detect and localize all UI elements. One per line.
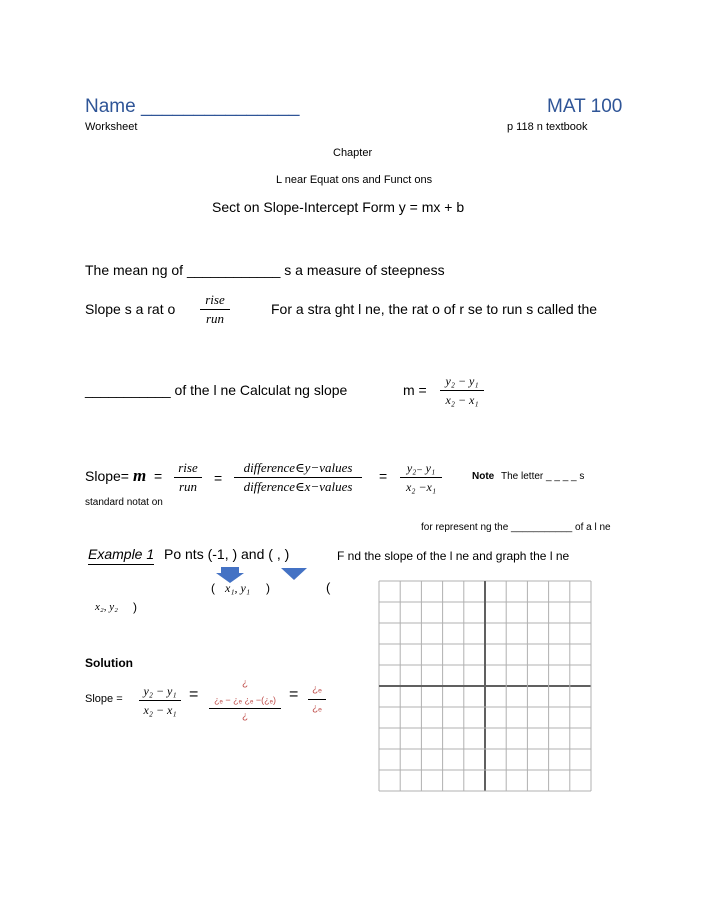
worksheet-label: Worksheet: [85, 121, 138, 133]
difference-fraction: [234, 460, 362, 495]
fraction-bar: [308, 699, 326, 700]
chapter-title: L near Equat ons and Funct ons: [276, 174, 433, 186]
point1-close-paren: ): [266, 581, 270, 595]
equals-sign: =: [379, 468, 388, 484]
point2-close-paren: ): [133, 600, 137, 614]
down-arrow-icon: [281, 568, 307, 580]
solution-slope-label: Slope =: [85, 693, 123, 705]
run-text: run: [205, 311, 225, 326]
slope-formula-numerator: y₂ − y₁: [445, 374, 479, 388]
course-title: MAT 100: [547, 96, 623, 117]
straight-line-text: For a stra ght l ne, the rat o of r se to run s called the: [271, 301, 598, 317]
fraction-bar: [234, 477, 362, 478]
chapter-label: Chapter: [333, 147, 373, 159]
garbled-result-fraction: [308, 682, 326, 717]
garbled-expression: ¿ₑ − ¿ₑ ¿ₑ −(¿ₑ): [209, 692, 281, 709]
point1-open-paren: (: [211, 581, 215, 595]
textbook-ref: p 118 n textbook: [507, 121, 588, 133]
fraction-bar: [440, 390, 484, 391]
coordinate-grid: [378, 580, 592, 797]
rise-text: rise: [205, 292, 225, 307]
rise-run-fraction-2: [174, 460, 202, 495]
representing-text: for represent ng the ___________ of a l ne: [421, 522, 611, 533]
m-equals: m =: [403, 382, 427, 398]
standard-notation-text: standard notat on: [85, 497, 163, 508]
garbled-result-numerator: ¿ₑ: [312, 684, 322, 695]
equals-sign: =: [154, 468, 163, 484]
run-text: run: [178, 479, 198, 494]
difference-denominator: difference∈x−values: [243, 479, 353, 494]
slope-formula-denominator: x₂ − x₁: [445, 393, 479, 407]
name-label: Name _______________: [85, 96, 300, 117]
fraction-bar: [139, 700, 181, 701]
section-title: Sect on Slope-Intercept Form y = mx + b: [212, 199, 465, 215]
equals-sign: =: [289, 686, 299, 703]
equals-sign: =: [214, 470, 223, 486]
garbled-denominator: ¿: [241, 711, 249, 722]
slope-formula-fraction: [440, 373, 484, 408]
m-symbol: m: [133, 466, 147, 485]
garbled-fraction: [209, 676, 281, 725]
x-difference: x₂ −x₁: [405, 480, 437, 494]
difference-numerator: difference∈y−values: [243, 460, 353, 475]
point2-open-paren: (: [326, 580, 331, 595]
rise-over-run-fraction: [200, 292, 230, 327]
note-text: The letter _ _ _ _ s: [501, 471, 585, 482]
blank-of-line-text: ___________ of the l ne Calculat ng slope: [85, 382, 348, 398]
example-points-text: Po nts (-1, ) and ( , ): [164, 546, 290, 562]
solution-heading: Solution: [85, 656, 133, 670]
example-label: Example 1: [88, 546, 154, 565]
point1-variables: x₁, y₁: [225, 581, 250, 595]
solution-denominator: x₂ − x₁: [143, 703, 177, 717]
meaning-line: The mean ng of ____________ s a measure of steepness: [85, 262, 445, 278]
point2-variables: x₂, y₂: [95, 601, 118, 613]
y-difference: y₂₋ y₁: [406, 461, 436, 475]
note-label: Note: [472, 471, 495, 482]
garbled-result-denominator: ¿ₑ: [312, 703, 322, 714]
slope-eq-label: Slope=: [85, 468, 129, 484]
y-over-x-fraction: [400, 460, 442, 495]
solution-slope-fraction: [139, 683, 181, 718]
example-find-text: F nd the slope of the l ne and graph the l ne: [337, 549, 570, 563]
slope-ratio-text: Slope s a rat o: [85, 301, 176, 317]
rise-text: rise: [178, 460, 198, 475]
garbled-numerator: ¿: [241, 678, 249, 689]
fraction-bar: [174, 477, 202, 478]
fraction-bar: [200, 309, 230, 310]
equals-sign: =: [189, 686, 199, 703]
graph-grid: [378, 580, 592, 792]
solution-numerator: y₂ − y₁: [143, 684, 177, 698]
fraction-bar: [400, 477, 442, 478]
